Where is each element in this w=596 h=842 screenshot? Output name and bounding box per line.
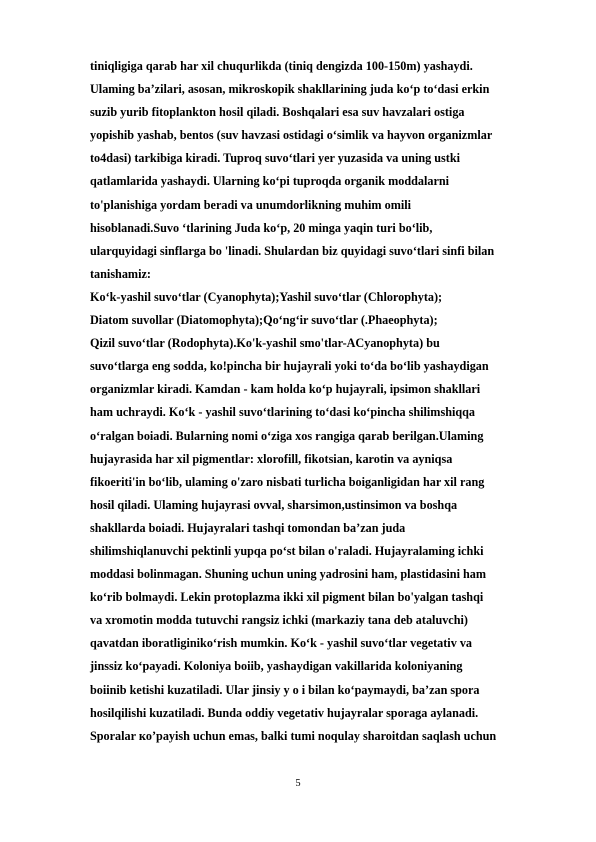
body-line: suzib yurib fitoplankton hosil qiladi. Boshqalari esa suv havzalari ostiga [90, 105, 465, 120]
body-line: jinssiz ko‘payadi. Koloniya boiib, yashaydigan vakillarida koloniyaning [90, 659, 463, 674]
body-line: Ulaming ba’zilari, asosan, mikroskopik shakllarining juda ko‘p to‘dasi erkin [90, 82, 490, 97]
body-line: suvo‘tlarga eng sodda, ko!pincha bir hujayrali yoki to‘da bo‘lib yashaydigan [90, 359, 489, 374]
body-line: Qizil suvo‘tlar (Rodophyta).Ko'k-yashil smo'tlar-ACyanophyta) bu [90, 336, 440, 351]
body-line: organizmlar kiradi. Kamdan - kam holda ko‘p hujayrali, ipsimon shakllari [90, 382, 481, 397]
body-line: hosil qiladi. Ulaming hujayrasi ovval, sharsimon,ustinsimon va boshqa [90, 497, 458, 512]
body-line: hisoblanadi.Suvo ‘tlarining Juda ko‘p, 20 minga yaqin turi bo‘lib, [90, 220, 433, 235]
body-line: qatlamlarida yashaydi. Ularning ko‘pi tuproqda organik moddalarni [90, 174, 450, 189]
body-line: to'planishiga yordam beradi va unumdorlikning muhim omili [90, 197, 412, 212]
body-line: Sporalar кo’payish uchun emas, balki tumi noqulay sharoitdan saqlash uchun [90, 728, 497, 743]
body-line: ularquyidagi sinflarga bo 'linadi. Shulardan biz quyidagi suvo‘tlari sinfi bilan [90, 243, 495, 258]
body-line: ko‘rib bolmaydi. Lekin protoplazma ikki xil pigment bilan bo'yalgan tashqi [90, 590, 484, 605]
body-line: va xromotin modda tutuvchi rangsiz ichki (markaziy tana deb ataluvchi) [90, 613, 468, 628]
body-line: tanishamiz: [90, 266, 151, 281]
body-line: yopishib yashab, bentos (suv havzasi ostidagi o‘simlik va hayvon organizmlar [90, 128, 493, 143]
body-line: shilimshiqlanuvchi pektinli yupqa po‘st bilan o'raladi. Hujayralaming ichki [90, 543, 484, 558]
body-line: Diatom suvollar (Diatomophyta);Qo‘ng‘ir suvo‘tlar (.Phaeophyta); [90, 313, 438, 328]
body-line: fikoeriti'in bo‘lib, ulaming o'zaro nisbati turlicha boiganligidan har xil rang [90, 474, 485, 489]
body-line: to4dasi) tarkibiga kiradi. Tuproq suvo‘tlari yer yuzasida va uning ustki [90, 151, 461, 166]
body-line: boiinib ketishi kuzatiladi. Ular jinsiy y o i bilan ko‘paymaydi, ba’zan spora [90, 682, 480, 697]
body-line: o‘ralgan boiadi. Bularning nomi o‘ziga xos rangiga qarab berilgan.Ulaming [90, 428, 484, 443]
body-line: ham uchraydi. Ko‘k - yashil suvo‘tlarining to‘dasi ko‘pincha shilimshiqqa [90, 405, 476, 420]
body-line: hosilqilishi kuzatiladi. Bunda oddiy vegetativ hujayralar sporaga aylanadi. [90, 705, 479, 720]
body-line: Ko‘k-yashil suvo‘tlar (Cyanophyta);Yashil suvo‘tlar (Chlorophyta); [90, 289, 443, 304]
body-line: hujayrasida har xil pigmentlar: xlorofill, fikotsian, karotin va ayniqsa [90, 451, 453, 466]
page-number: 5 [295, 778, 301, 789]
document-body [90, 55, 554, 748]
body-line: moddasi bolinmagan. Shuning uchun uning yadrosini ham, plastidasini ham [90, 567, 487, 582]
body-line: qavatdan iboratliginiko‘rish mumkin. Ko‘k - yashil suvo‘tlar vegetativ va [90, 636, 473, 651]
body-line: tiniqligiga qarab har xil chuqurlikda (tiniq dengizda 100-150m) yashaydi. [90, 59, 473, 73]
body-line: shakllarda boiadi. Hujayralari tashqi tomondan ba’zan juda [90, 520, 406, 535]
